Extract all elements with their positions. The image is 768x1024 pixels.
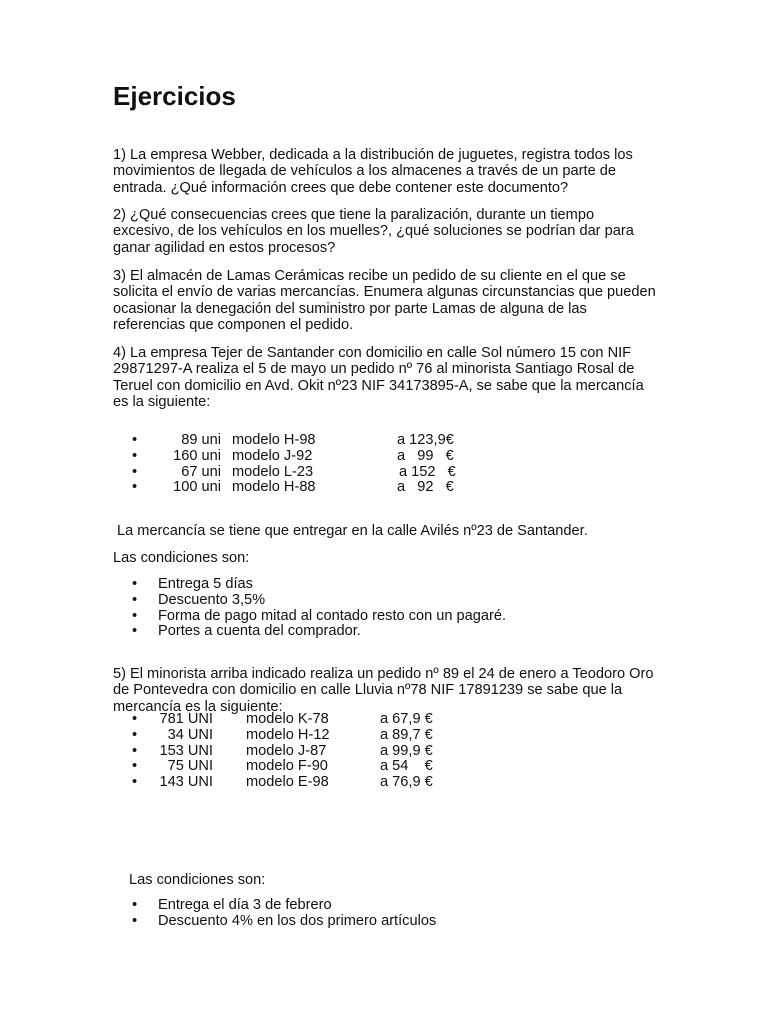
item-price: a 123,9€ xyxy=(397,432,454,448)
item-price: a 152 € xyxy=(399,463,456,480)
order2-conditions-list xyxy=(113,898,436,930)
exercise-5: 5) El minorista arriba indicado realiza un pedido nº 89 el 24 de enero a Teodoro Oro de Pontevedra con domicilio en calle Lluvia nº78 NIF 17891239 se sabe que la mercancía es la siguiente: xyxy=(113,666,654,715)
bullet-icon: • xyxy=(132,742,138,759)
item-model: modelo H-88 xyxy=(232,479,316,496)
item-model: modelo J-87 xyxy=(246,742,327,759)
bullet-icon: • xyxy=(132,432,138,448)
conditions-label: Las condiciones son: xyxy=(129,872,266,888)
item-price: a 89,7 € xyxy=(380,726,433,743)
item-quantity: 160 uni xyxy=(173,447,221,464)
item-quantity: 89 uni xyxy=(181,432,221,448)
item-price: a 99 € xyxy=(397,447,454,464)
order1-conditions-list xyxy=(113,577,506,640)
item-quantity: 67 uni xyxy=(181,463,221,480)
list-item xyxy=(113,577,506,593)
bullet-icon: • xyxy=(132,576,138,592)
item-model: modelo H-98 xyxy=(232,432,316,448)
item-price: a 99,9 € xyxy=(380,742,433,759)
page-title: Ejercicios xyxy=(113,81,236,111)
conditions-label: Las condiciones son: xyxy=(113,550,250,566)
item-quantity: 153 UNI xyxy=(159,742,213,759)
bullet-icon: • xyxy=(132,479,138,496)
delivery-note: La mercancía se tiene que entregar en la calle Avilés nº23 de Santander. xyxy=(117,523,588,539)
item-model: modelo F-90 xyxy=(246,758,328,775)
item-quantity: 781 UNI xyxy=(159,711,213,727)
bullet-icon: • xyxy=(132,711,138,727)
exercise-4: 4) La empresa Tejer de Santander con domicilio en calle Sol número 15 con NIF 29871297-A realiza el 5 de mayo un pedido nº 76 al minorista Santiago Rosal de Teruel con domicilio en Avd. Okit nº23 NIF 34173895-A, se sabe que la mercancía es la siguiente: xyxy=(113,345,644,411)
list-item xyxy=(113,914,436,930)
condition-text: Entrega el día 3 de febrero xyxy=(158,897,332,913)
condition-text: Portes a cuenta del comprador. xyxy=(158,623,361,640)
condition-text: Entrega 5 días xyxy=(158,576,253,592)
bullet-icon: • xyxy=(132,726,138,743)
item-model: modelo J-92 xyxy=(232,447,313,464)
item-quantity: 34 UNI xyxy=(167,726,213,743)
bullet-icon: • xyxy=(132,463,138,480)
list-item xyxy=(113,898,436,914)
item-model: modelo L-23 xyxy=(232,463,314,480)
condition-text: Forma de pago mitad al contado resto con un pagaré. xyxy=(158,607,507,624)
condition-text: Descuento 3,5% xyxy=(158,591,266,608)
item-quantity: 100 uni xyxy=(173,479,221,496)
condition-text: Descuento 4% en los dos primero artículos xyxy=(158,912,437,929)
bullet-icon: • xyxy=(132,623,138,640)
exercise-2: 2) ¿Qué consecuencias crees que tiene la paralización, durante un tiempo excesivo, de los vehículos en los muelles?, ¿qué soluciones se podrían dar para ganar agilidad en estos procesos? xyxy=(113,207,634,256)
list-item xyxy=(113,624,506,640)
bullet-icon: • xyxy=(132,897,138,913)
item-price: a 76,9 € xyxy=(380,774,433,791)
bullet-icon: • xyxy=(132,758,138,775)
list-item xyxy=(113,593,506,609)
exercise-3: 3) El almacén de Lamas Cerámicas recibe un pedido de su cliente en el que se solicita el envío de varias mercancías. Enumera algunas circunstancias que pueden ocasionar la denegación del suministro por parte Lamas de alguna de las referencias que componen el pedido. xyxy=(113,268,656,334)
bullet-icon: • xyxy=(132,774,138,791)
bullet-icon: • xyxy=(132,591,138,608)
item-model: modelo E-98 xyxy=(246,774,329,791)
bullet-icon: • xyxy=(132,447,138,464)
item-price: a 92 € xyxy=(397,479,454,496)
item-model: modelo H-12 xyxy=(246,726,330,743)
bullet-icon: • xyxy=(132,607,138,624)
item-model: modelo K-78 xyxy=(246,711,329,727)
item-price: a 54 € xyxy=(380,758,433,775)
item-price: a 67,9 € xyxy=(380,711,433,727)
list-item xyxy=(113,609,506,625)
item-quantity: 143 UNI xyxy=(159,774,213,791)
exercise-1: 1) La empresa Webber, dedicada a la distribución de juguetes, registra todos los movimientos de llegada de vehículos a los almacenes a través de un parte de entrada. ¿Qué información crees que debe contener este documento? xyxy=(113,147,633,196)
item-quantity: 75 UNI xyxy=(167,758,213,775)
bullet-icon: • xyxy=(132,912,138,929)
